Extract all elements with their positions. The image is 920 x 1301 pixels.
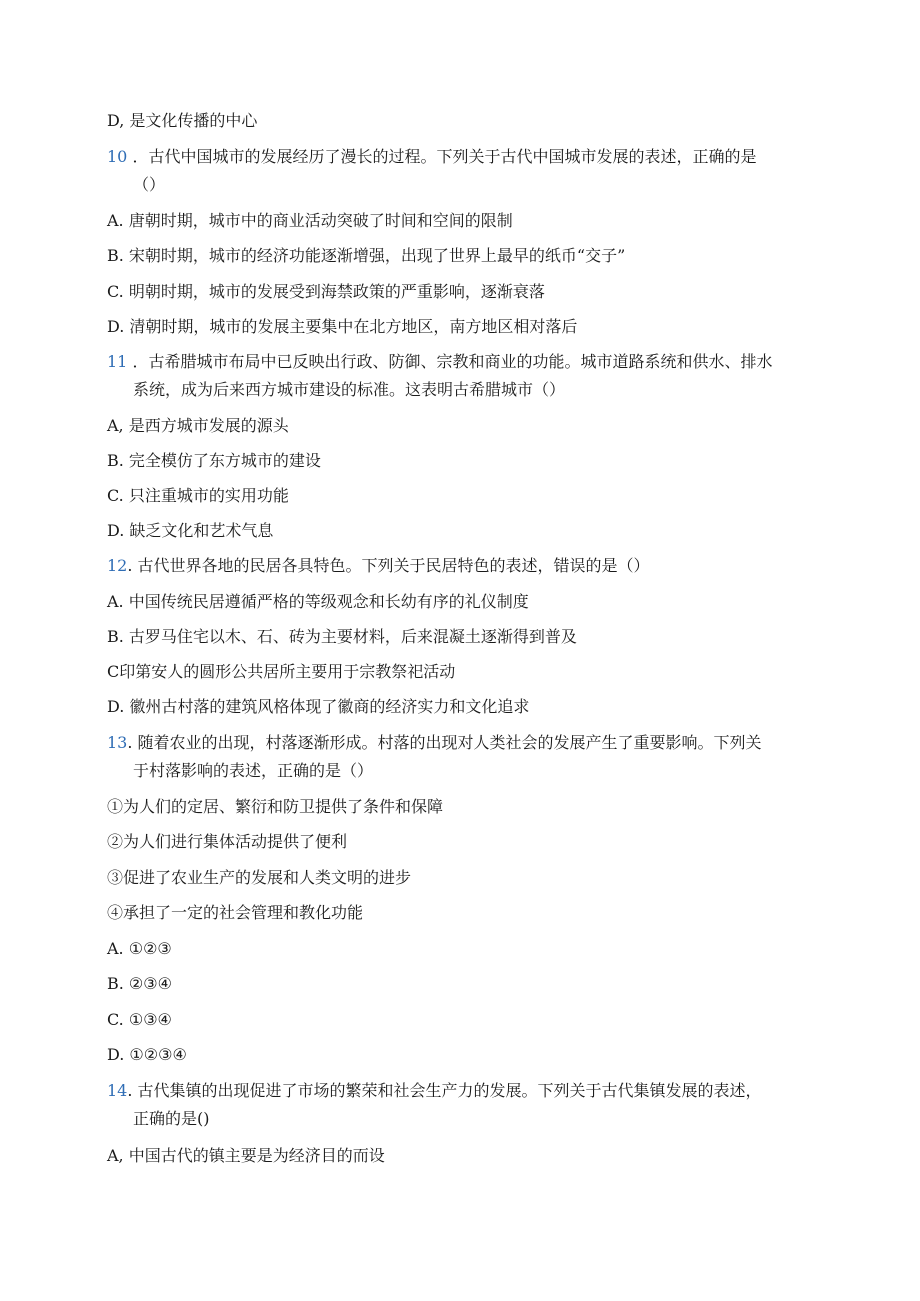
question-13-cont: 于村落影响的表述，正确的是（） bbox=[133, 761, 374, 780]
option-c-q10: C. 明朝时期，城市的发展受到海禁政策的严重影响，逐渐衰落 bbox=[107, 282, 545, 301]
statement-3-q13: ③促进了农业生产的发展和人类文明的进步 bbox=[107, 868, 412, 887]
option-c-q13: C. ①③④ bbox=[107, 1010, 172, 1029]
question-14-cont: 正确的是() bbox=[133, 1109, 210, 1128]
option-b-q12: B. 古罗马住宅以木、石、砖为主要材料，后来混凝土逐渐得到普及 bbox=[107, 627, 577, 646]
option-d-q11: D. 缺乏文化和艺术气息 bbox=[107, 521, 274, 540]
question-14: 14. 古代集镇的出现促进了市场的繁荣和社会生产力的发展。下列关于古代集镇发展的表述， bbox=[107, 1081, 762, 1100]
option-b-q11: B. 完全模仿了东方城市的建设 bbox=[107, 451, 321, 470]
option-a-q13: A. ①②③ bbox=[107, 939, 172, 958]
option-b-q10: B. 宋朝时期，城市的经济功能逐渐增强，出现了世界上最早的纸币“交子” bbox=[107, 246, 626, 265]
question-number: 14 bbox=[107, 1081, 128, 1100]
option-c-q12: C印第安人的圆形公共居所主要用于宗教祭祀活动 bbox=[107, 662, 456, 681]
question-11: 11 ．古希腊城市布局中已反映出行政、防御、宗教和商业的功能。城市道路系统和供水、排水 bbox=[107, 352, 773, 371]
question-number: 13 bbox=[107, 733, 128, 752]
statement-1-q13: ①为人们的定居、繁衍和防卫提供了条件和保障 bbox=[107, 797, 444, 816]
question-11-cont: 系统，成为后来西方城市建设的标准。这表明古希腊城市（） bbox=[133, 380, 566, 399]
option-c-q11: C. 只注重城市的实用功能 bbox=[107, 486, 289, 505]
option-a-q11: A, 是西方城市发展的源头 bbox=[107, 416, 289, 435]
question-number: 11 bbox=[107, 352, 128, 371]
question-10-cont: （） bbox=[133, 175, 166, 194]
option-a-q12: A. 中国传统民居遵循严格的等级观念和长幼有序的礼仪制度 bbox=[107, 592, 529, 611]
option-a-q14: A, 中国古代的镇主要是为经济目的而设 bbox=[107, 1146, 385, 1165]
question-number: 12 bbox=[107, 556, 128, 575]
question-number: 10 bbox=[107, 147, 128, 166]
statement-4-q13: ④承担了一定的社会管理和教化功能 bbox=[107, 903, 364, 922]
option-d-q10: D. 清朝时期，城市的发展主要集中在北方地区，南方地区相对落后 bbox=[107, 317, 578, 336]
question-13: 13. 随着农业的出现，村落逐渐形成。村落的出现对人类社会的发展产生了重要影响。下列关 bbox=[107, 733, 762, 752]
statement-2-q13: ②为人们进行集体活动提供了便利 bbox=[107, 832, 348, 851]
option-a-q10: A. 唐朝时期，城市中的商业活动突破了时间和空间的限制 bbox=[107, 211, 513, 230]
question-12: 12. 古代世界各地的民居各具特色。下列关于民居特色的表述，错误的是（） bbox=[107, 556, 650, 575]
question-10: 10 ．古代中国城市的发展经历了漫长的过程。下列关于古代中国城市发展的表述，正确的是 bbox=[107, 147, 757, 166]
option-d-q13: D. ①②③④ bbox=[107, 1045, 187, 1064]
option-b-q13: B. ②③④ bbox=[107, 974, 172, 993]
option-d-q12: D. 徽州古村落的建筑风格体现了徽商的经济实力和文化追求 bbox=[107, 697, 530, 716]
option-d-q9: D, 是文化传播的中心 bbox=[107, 111, 258, 130]
